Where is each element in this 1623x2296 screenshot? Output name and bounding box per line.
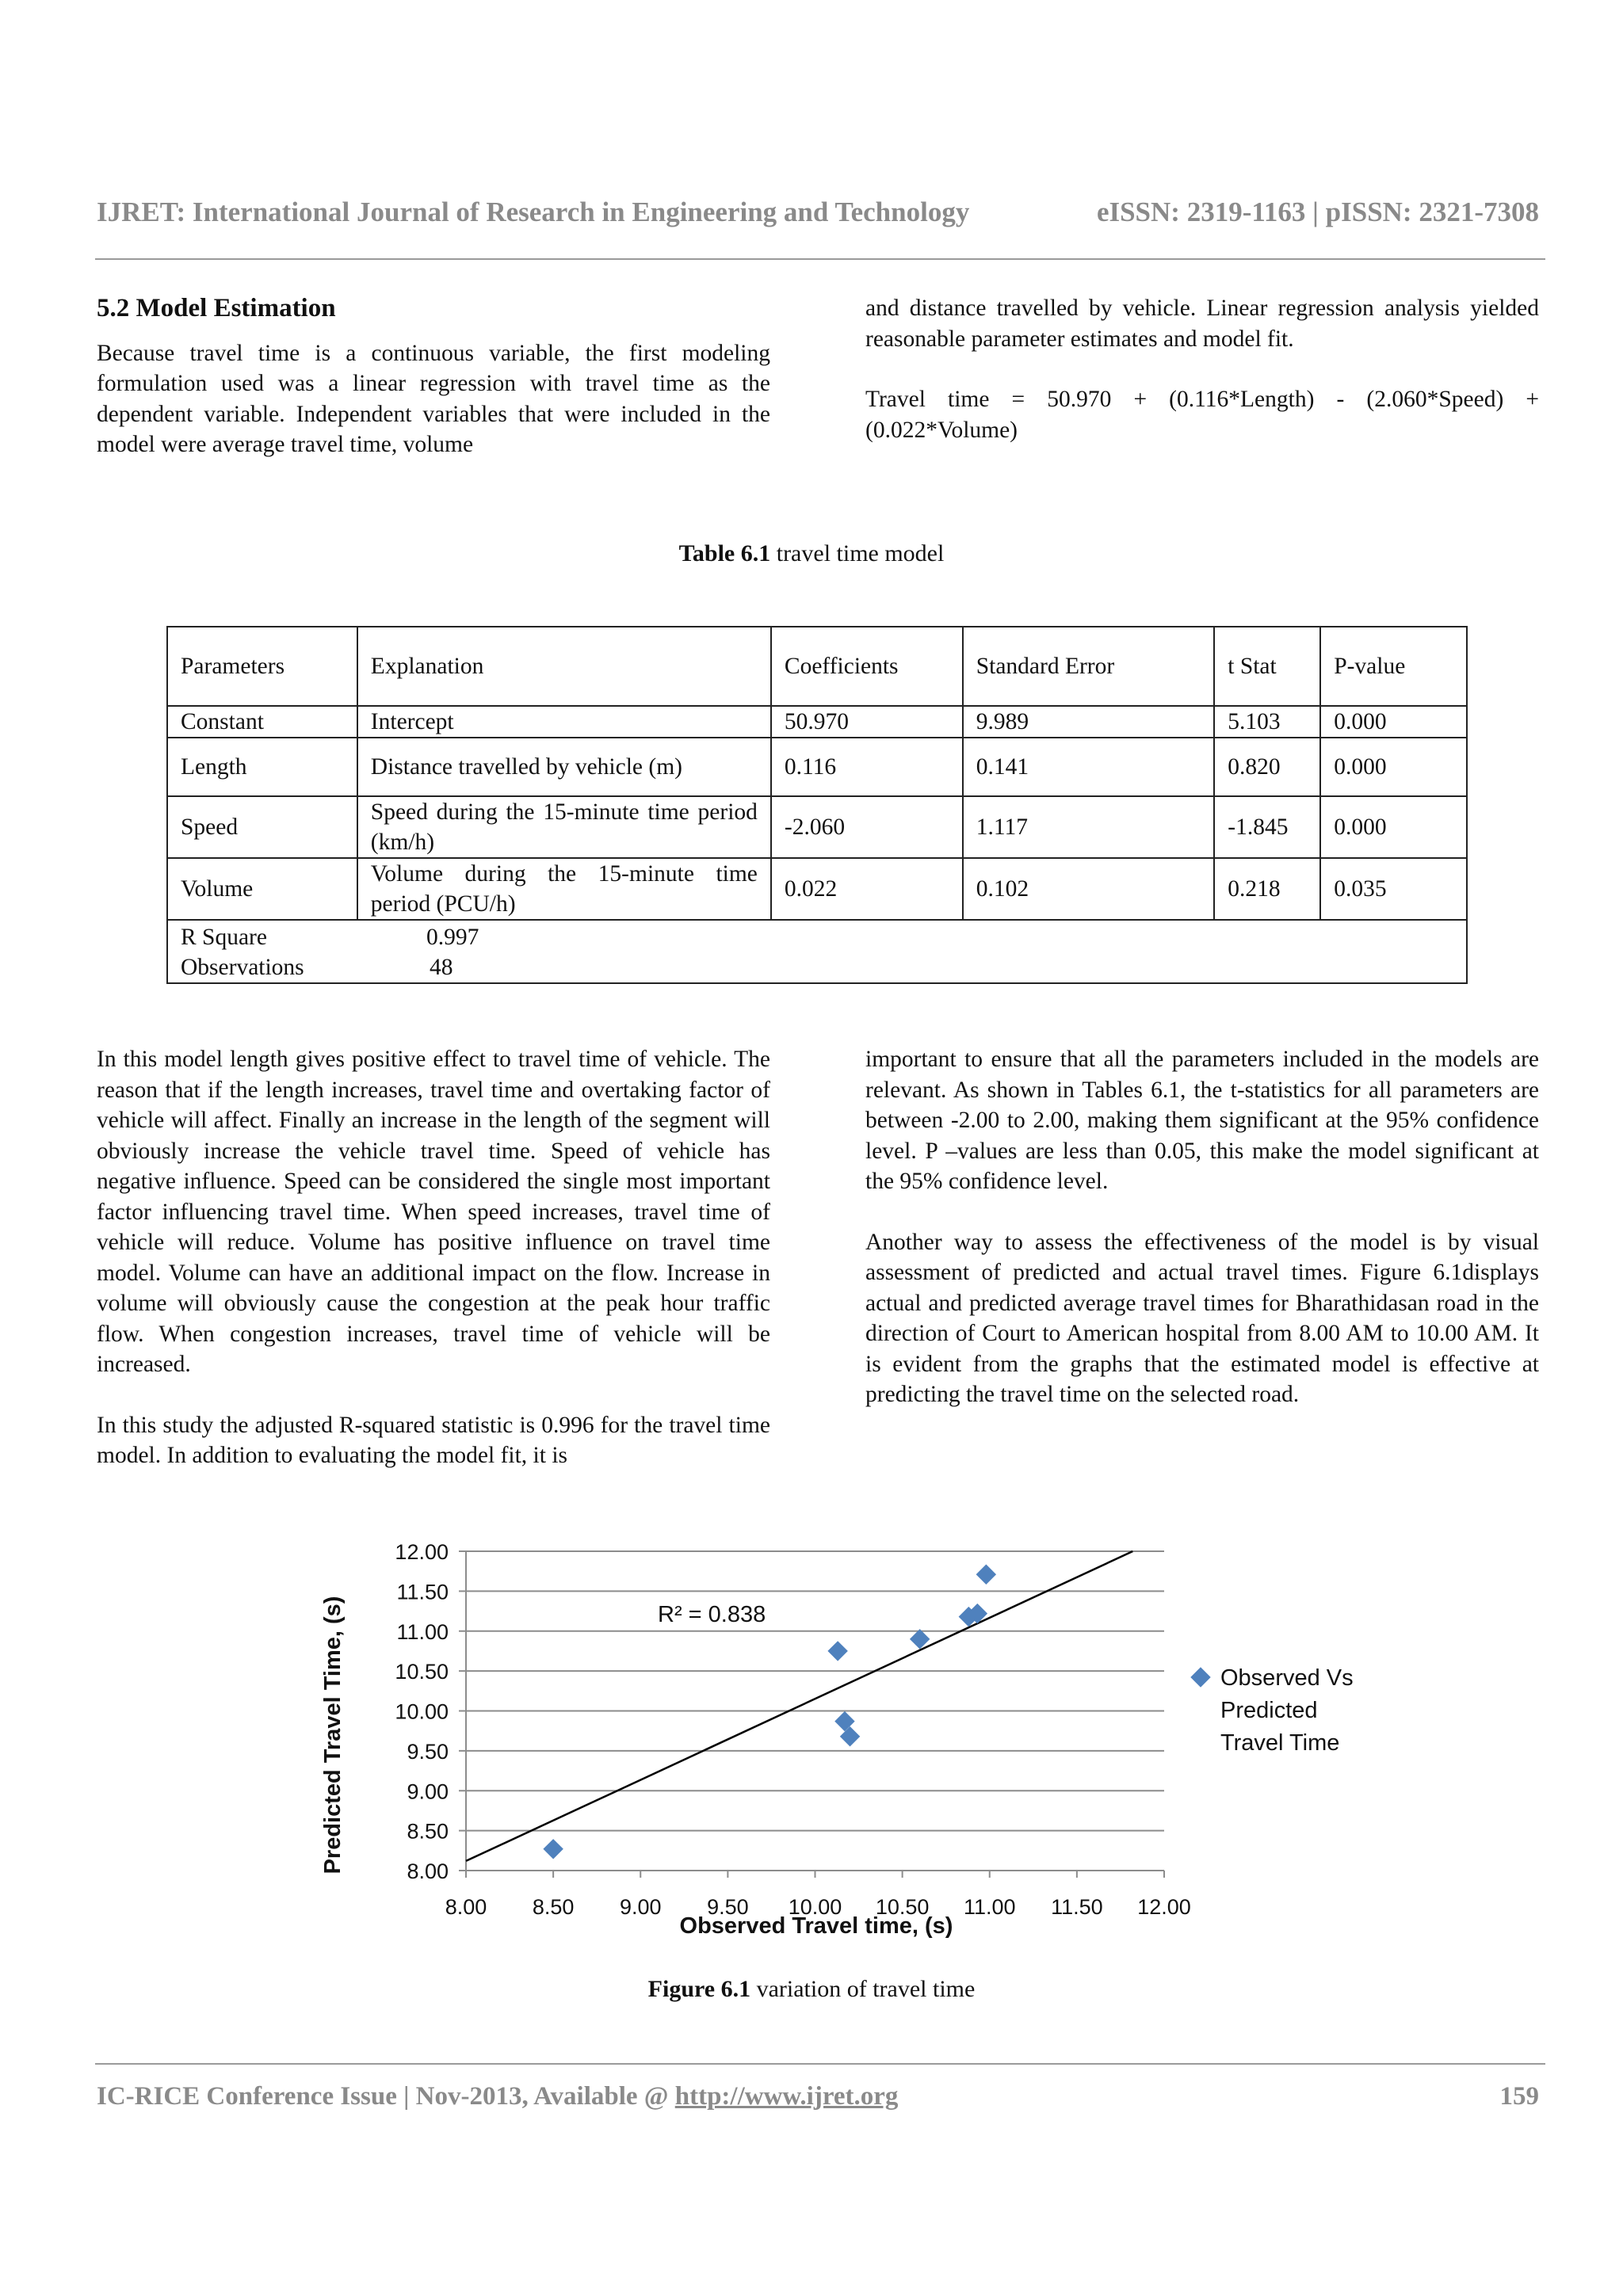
- table-row: [167, 738, 1467, 796]
- y-tick-label: 10.50: [395, 1660, 449, 1684]
- header-cell: Parameters: [167, 627, 357, 706]
- travel-time-model-table: [166, 626, 1468, 984]
- body-paragraph: In this model length gives positive effect to travel time of vehicle. The reason that if the length increases, travel time and overtaking factor of vehicle will affect. Finally an increase in the length of the segment will obviously increase the vehicle travel time. Speed of vehicle has negative influence. Speed can be considered the single most important factor influencing travel time. When speed increases, travel time of vehicle will reduce. Volume has positive influence on travel time model. Volume can have an additional impact on the flow. Increase in volume will obviously cause the congestion at the peak hour traffic flow. When congestion increases, travel time of vehicle will be increased.: [97, 1047, 770, 1377]
- data-point: [543, 1839, 563, 1859]
- table-cell: 0.022: [771, 858, 963, 920]
- observations-value: 48: [430, 955, 453, 980]
- y-tick-label: 11.00: [396, 1619, 449, 1644]
- legend-text: Observed Vs: [1220, 1665, 1354, 1691]
- footer-left: [97, 2082, 898, 2111]
- x-axis-ticks: [445, 1871, 1191, 1919]
- chart-legend: [1190, 1665, 1353, 1756]
- figure-caption-label: Figure 6.1: [647, 1976, 751, 2002]
- trendline: [466, 1551, 1132, 1861]
- y-tick-label: 8.00: [407, 1859, 449, 1883]
- footer-issue: IC-RICE Conference Issue | Nov-2013, Available @: [97, 2082, 675, 2111]
- table-caption-label: Table 6.1: [678, 540, 771, 566]
- left-column-body: [97, 1044, 770, 1501]
- summary-cell: [167, 920, 1467, 983]
- body-paragraph: important to ensure that all the parameters included in the models are relevant. As shown in Tables 6.1, the t-statistics for all parameters are between -2.00 to 2.00, making them significant at the 95% confidence level. P –values are less than 0.05, this make the model significant at the 95% confidence level.: [865, 1047, 1539, 1194]
- header-cell: P-value: [1320, 627, 1467, 706]
- table-cell: 1.117: [963, 796, 1215, 858]
- y-tick-label: 9.50: [407, 1739, 449, 1764]
- table-cell: 0.141: [963, 738, 1215, 796]
- table-cell: Speed: [167, 796, 357, 858]
- running-header: [97, 196, 1539, 228]
- body-paragraph: In this study the adjusted R-squared statistic is 0.996 for the travel time model. In addition to evaluating the model fit, it is: [97, 1412, 770, 1468]
- table-cell: 9.989: [963, 706, 1215, 738]
- table-cell: Speed during the 15-minute time period (km/h): [357, 796, 771, 858]
- right-column-body: [865, 1044, 1539, 1440]
- header-rule: [95, 258, 1545, 260]
- table-header-row: [167, 627, 1467, 706]
- header-cell: Explanation: [357, 627, 771, 706]
- table-cell: 0.102: [963, 858, 1215, 920]
- table-cell: 0.820: [1214, 738, 1320, 796]
- table-cell: Distance travelled by vehicle (m): [357, 738, 771, 796]
- table-cell: Constant: [167, 706, 357, 738]
- page-number: 159: [1499, 2082, 1539, 2111]
- right-column-top: [865, 293, 1539, 475]
- table-cell: Volume: [167, 858, 357, 920]
- data-points: [543, 1564, 996, 1859]
- scatter-chart: [301, 1529, 1411, 1941]
- journal-link[interactable]: http://www.ijret.org: [674, 2082, 899, 2111]
- footer-rule: [95, 2063, 1545, 2065]
- legend-text: Predicted: [1220, 1698, 1318, 1723]
- figure-caption: [0, 1976, 1623, 2003]
- x-tick-label: 9.00: [619, 1895, 662, 1919]
- table-cell: 5.103: [1214, 706, 1320, 738]
- legend-text: Travel Time: [1220, 1730, 1340, 1756]
- y-tick-label: 10.00: [395, 1699, 449, 1724]
- r-square-label: R Square: [181, 925, 267, 950]
- x-tick-label: 10.50: [875, 1895, 930, 1919]
- journal-name: IJRET: International Journal of Research in Engineering and Technology: [97, 196, 970, 227]
- figure-caption-text: variation of travel time: [750, 1976, 976, 2002]
- x-tick-label: 11.00: [963, 1895, 1016, 1919]
- table-cell: -1.845: [1214, 796, 1320, 858]
- table-cell: 0.000: [1320, 796, 1467, 858]
- table-cell: 0.000: [1320, 706, 1467, 738]
- header-cell: Standard Error: [963, 627, 1215, 706]
- y-axis-ticks: [395, 1540, 466, 1883]
- body-paragraph: Another way to assess the effectiveness of the model is by visual assessment of predicted and actual travel times. Figure 6.1displays actual and predicted average travel times for Bharathidasan road in the direction of Court to American hospital from 8.00 AM to 10.00 AM. It is evident from the graphs that the estimated model is effective at predicting the travel time on the selected road.: [865, 1229, 1539, 1407]
- chart-grid: [466, 1551, 1164, 1871]
- r-squared-label: R² = 0.838: [658, 1602, 766, 1627]
- x-axis-label: Observed Travel time, (s): [679, 1913, 953, 1939]
- y-tick-label: 8.50: [407, 1819, 449, 1844]
- left-column-top: [97, 293, 770, 490]
- table-cell: Intercept: [357, 706, 771, 738]
- table-caption: [0, 540, 1623, 567]
- regression-equation: Travel time = 50.970 + (0.116*Length) - (2.060*Speed) + (0.022*Volume): [865, 387, 1539, 443]
- table-cell: 50.970: [771, 706, 963, 738]
- y-tick-label: 12.00: [395, 1540, 449, 1564]
- model-estimation-paragraph-cont: and distance travelled by vehicle. Linear regression analysis yielded reasonable parameter estimates and model fit.: [865, 296, 1539, 352]
- trendline-group: [466, 1551, 1132, 1861]
- table-caption-text: travel time model: [770, 540, 945, 566]
- x-tick-label: 10.00: [788, 1895, 842, 1919]
- x-tick-label: 11.50: [1051, 1895, 1103, 1919]
- table-cell: -2.060: [771, 796, 963, 858]
- table-cell: Length: [167, 738, 357, 796]
- table-row: [167, 706, 1467, 738]
- running-footer: [97, 2082, 1539, 2111]
- table-cell: 0.116: [771, 738, 963, 796]
- table-summary-row: [167, 920, 1467, 983]
- data-point: [976, 1564, 996, 1584]
- y-tick-label: 11.50: [396, 1580, 449, 1604]
- y-axis-label: Predicted Travel Time, (s): [320, 1596, 346, 1875]
- data-point: [827, 1641, 847, 1661]
- section-title: 5.2 Model Estimation: [97, 294, 336, 322]
- table-cell: 0.000: [1320, 738, 1467, 796]
- table-cell: 0.035: [1320, 858, 1467, 920]
- observations-label: Observations: [181, 955, 304, 980]
- table-row: [167, 858, 1467, 920]
- x-tick-label: 12.00: [1137, 1895, 1191, 1919]
- table-row: [167, 796, 1467, 858]
- x-tick-label: 8.50: [532, 1895, 575, 1919]
- issn: eISSN: 2319-1163 | pISSN: 2321-7308: [1096, 196, 1539, 227]
- header-cell: Coefficients: [771, 627, 963, 706]
- header-cell: t Stat: [1214, 627, 1320, 706]
- x-tick-label: 9.50: [707, 1895, 749, 1919]
- x-tick-label: 8.00: [445, 1895, 487, 1919]
- y-tick-label: 9.00: [407, 1779, 449, 1804]
- table-cell: Volume during the 15-minute time period (PCU/h): [357, 858, 771, 920]
- model-estimation-paragraph: Because travel time is a continuous variable, the first modeling formulation used was a linear regression with travel time as the dependent variable. Independent variables that were included in the model were average travel time, volume: [97, 340, 770, 457]
- legend-marker: [1190, 1667, 1210, 1687]
- r-square-value: 0.997: [426, 925, 479, 950]
- table-cell: 0.218: [1214, 858, 1320, 920]
